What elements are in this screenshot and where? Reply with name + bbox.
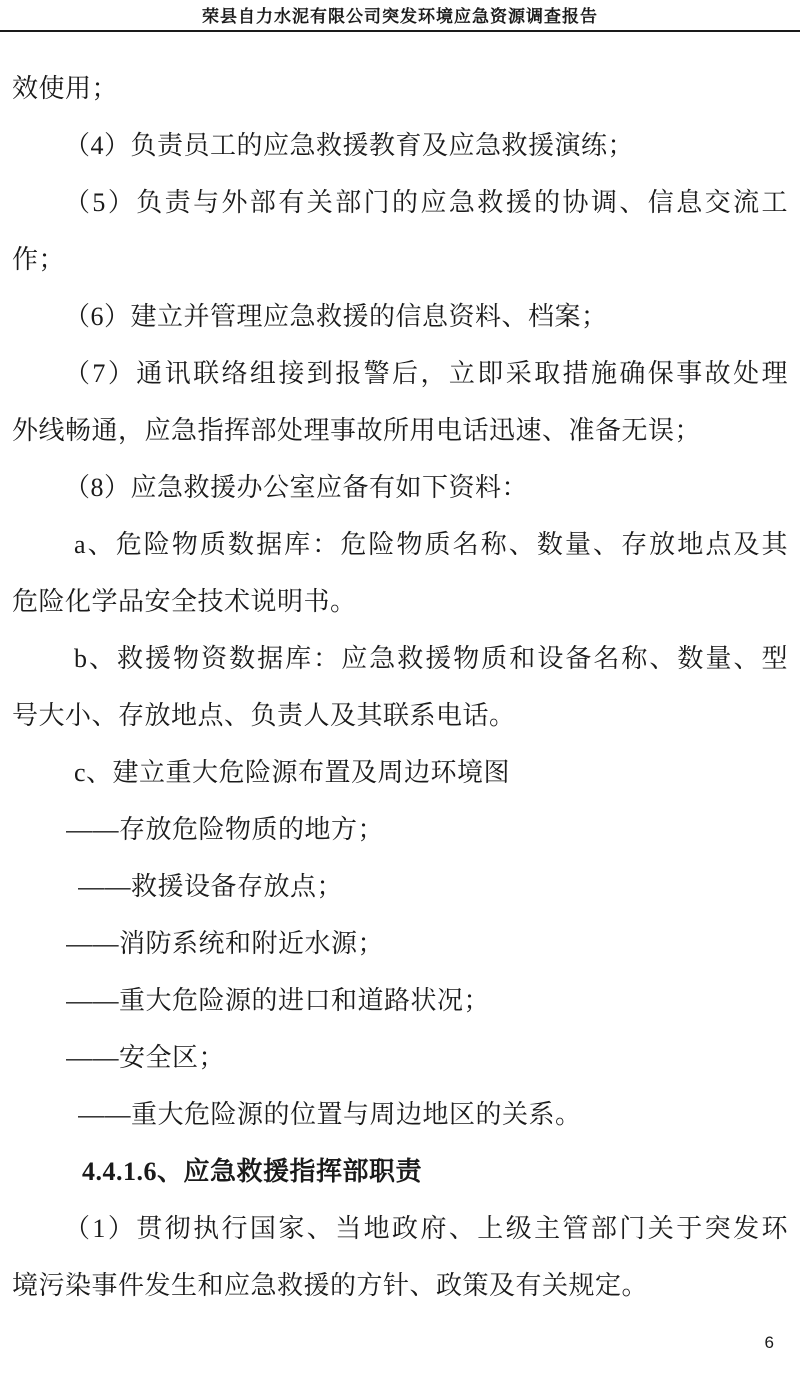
header-title: 荣县自力水泥有限公司突发环境应急资源调查报告 [202, 7, 598, 26]
text-line: ——救援设备存放点； [78, 872, 344, 901]
text-line: （5）负责与外部有关部门的应急救援的协调、信息交流工 [64, 188, 788, 217]
text-line: 效使用； [12, 74, 119, 103]
text-line: ——消防系统和附近水源； [66, 929, 385, 958]
text-line: （4）负责员工的应急救援教育及应急救援演练； [64, 131, 635, 160]
text-line: （8）应急救援办公室应备有如下资料： [64, 473, 529, 502]
text-line: （1）贯彻执行国家、当地政府、上级主管部门关于突发环 [64, 1214, 788, 1243]
text-line: a、危险物质数据库：危险物质名称、数量、存放地点及其 [74, 530, 788, 559]
text-line: 号大小、存放地点、负责人及其联系电话。 [12, 701, 516, 730]
page-number: 6 [764, 1333, 774, 1352]
document-body [12, 60, 788, 1314]
text-line: 作； [12, 245, 66, 274]
text-line: 境污染事件发生和应急救援的方针、政策及有关规定。 [12, 1271, 649, 1300]
text-line: ——重大危险源的位置与周边地区的关系。 [78, 1100, 582, 1129]
text-line: （6）建立并管理应急救援的信息资料、档案； [64, 302, 608, 331]
text-line: ——安全区； [66, 1043, 226, 1072]
text-line: ——存放危险物质的地方； [66, 815, 385, 844]
page-header [0, 0, 800, 32]
text-line: 外线畅通，应急指挥部处理事故所用电话迅速、准备无误； [12, 416, 702, 445]
section-heading: 4.4.1.6、应急救援指挥部职责 [82, 1157, 423, 1186]
text-line: ——重大危险源的进口和道路状况； [66, 986, 491, 1015]
text-line: （7）通讯联络组接到报警后，立即采取措施确保事故处理 [64, 359, 788, 388]
text-line: b、救援物资数据库：应急救援物质和设备名称、数量、型 [74, 644, 788, 673]
text-line: 危险化学品安全技术说明书。 [12, 587, 357, 616]
text-line: c、建立重大危险源布置及周边环境图 [74, 758, 511, 787]
